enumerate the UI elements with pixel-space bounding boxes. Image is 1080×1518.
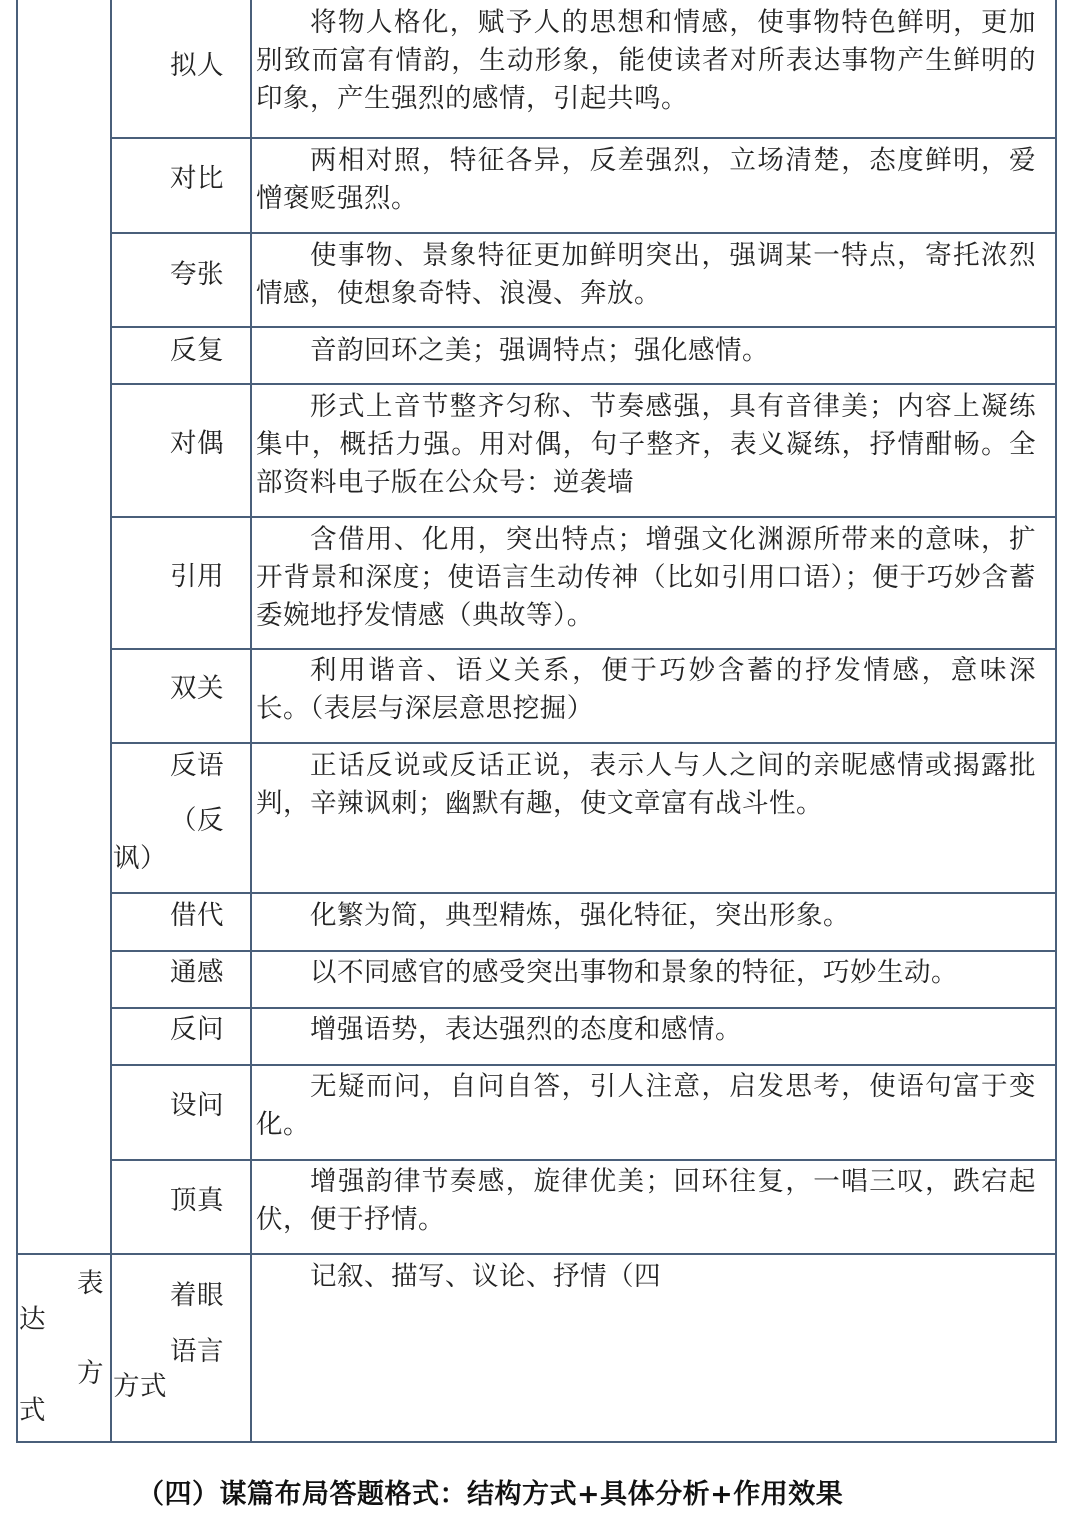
- desc-cell: 正话反说或反话正说，表示人与人之间的亲昵感情或揭露批判，辛辣讽刺；幽默有趣，使文章富有战斗性。: [256, 750, 1036, 819]
- section-heading: （四）谋篇布局答题格式：结构方式+具体分析+作用效果: [137, 1479, 844, 1510]
- table-border-left: [16, 0, 18, 1443]
- term-cell: 反问: [170, 1014, 224, 1045]
- desc-cell: 两相对照，特征各异，反差强烈，立场清楚，态度鲜明，爱憎褒贬强烈。: [256, 145, 1036, 214]
- term-cell: 反复: [170, 335, 224, 366]
- term-cell: 双关: [170, 673, 224, 704]
- term-cell: 夸张: [170, 259, 224, 290]
- term-cell: 借代: [170, 900, 224, 931]
- term-cell: 对比: [170, 163, 224, 194]
- row-divider: [16, 1253, 1057, 1255]
- row-divider: [110, 1007, 1057, 1009]
- desc-cell: 使事物、景象特征更加鲜明突出，强调某一特点，寄托浓烈情感，使想象奇特、浪漫、奔放。: [256, 240, 1036, 309]
- desc-cell: 形式上音节整齐匀称、节奏感强，具有音律美；内容上凝练集中，概括力强。用对偶，句子整齐，表义凝练，抒情酣畅。全部资料电子版在公众号：逆袭墙: [256, 391, 1036, 498]
- category-label: 方: [77, 1358, 104, 1389]
- row-divider: [110, 1159, 1057, 1161]
- term-cell: 引用: [170, 561, 224, 592]
- table-divider-term: [110, 0, 112, 1443]
- row-divider: [110, 137, 1057, 139]
- term-cell: 方式: [113, 1371, 167, 1402]
- desc-cell: 利用谐音、语义关系，便于巧妙含蓄的抒发情感，意味深长。（表层与深层意思挖掘）: [256, 655, 1036, 724]
- desc-cell: 以不同感官的感受突出事物和景象的特征，巧妙生动。: [310, 957, 958, 988]
- row-divider: [110, 326, 1057, 328]
- desc-cell: 化繁为简，典型精炼，强化特征，突出形象。: [310, 900, 850, 931]
- term-cell: 顶真: [170, 1185, 224, 1216]
- desc-cell: 含借用、化用，突出特点；增强文化渊源所带来的意味，扩开背景和深度；使语言生动传神（比如引用口语）；便于巧妙含蓄委婉地抒发情感（典故等）。: [256, 524, 1036, 631]
- category-label: 式: [19, 1395, 46, 1426]
- category-label: 达: [19, 1304, 46, 1335]
- desc-cell: 音韵回环之美；强调特点；强化感情。: [310, 335, 769, 366]
- row-divider: [110, 232, 1057, 234]
- term-cell: 讽）: [113, 843, 167, 874]
- row-divider: [110, 742, 1057, 744]
- term-cell: （反: [170, 805, 224, 836]
- term-cell: 对偶: [170, 428, 224, 459]
- desc-cell: 无疑而问，自问自答，引人注意，启发思考，使语句富于变化。: [256, 1071, 1036, 1140]
- desc-cell: 增强语势，表达强烈的态度和感情。: [310, 1014, 742, 1045]
- term-cell: 反语: [170, 750, 224, 781]
- table-border-right: [1055, 0, 1057, 1443]
- row-divider: [110, 648, 1057, 650]
- desc-cell: 增强韵律节奏感，旋律优美；回环往复，一唱三叹，跌宕起伏，便于抒情。: [256, 1166, 1036, 1235]
- term-cell: 设问: [170, 1090, 224, 1121]
- row-divider: [110, 950, 1057, 952]
- table-border-bottom: [16, 1441, 1057, 1443]
- term-cell: 语言: [170, 1336, 224, 1367]
- term-cell: 拟人: [170, 50, 224, 81]
- table-divider-desc: [250, 0, 252, 1443]
- desc-cell: 将物人格化，赋予人的思想和情感，使事物特色鲜明，更加别致而富有情韵，生动形象，能使读者对所表达事物产生鲜明的印象，产生强烈的感情，引起共鸣。: [256, 7, 1036, 114]
- term-cell: 通感: [170, 957, 224, 988]
- desc-cell: 记叙、描写、议论、抒情（四: [310, 1261, 661, 1292]
- term-cell: 着眼: [170, 1280, 224, 1311]
- row-divider: [110, 892, 1057, 894]
- row-divider: [110, 1064, 1057, 1066]
- category-label: 表: [77, 1268, 104, 1299]
- row-divider: [110, 383, 1057, 385]
- row-divider: [110, 516, 1057, 518]
